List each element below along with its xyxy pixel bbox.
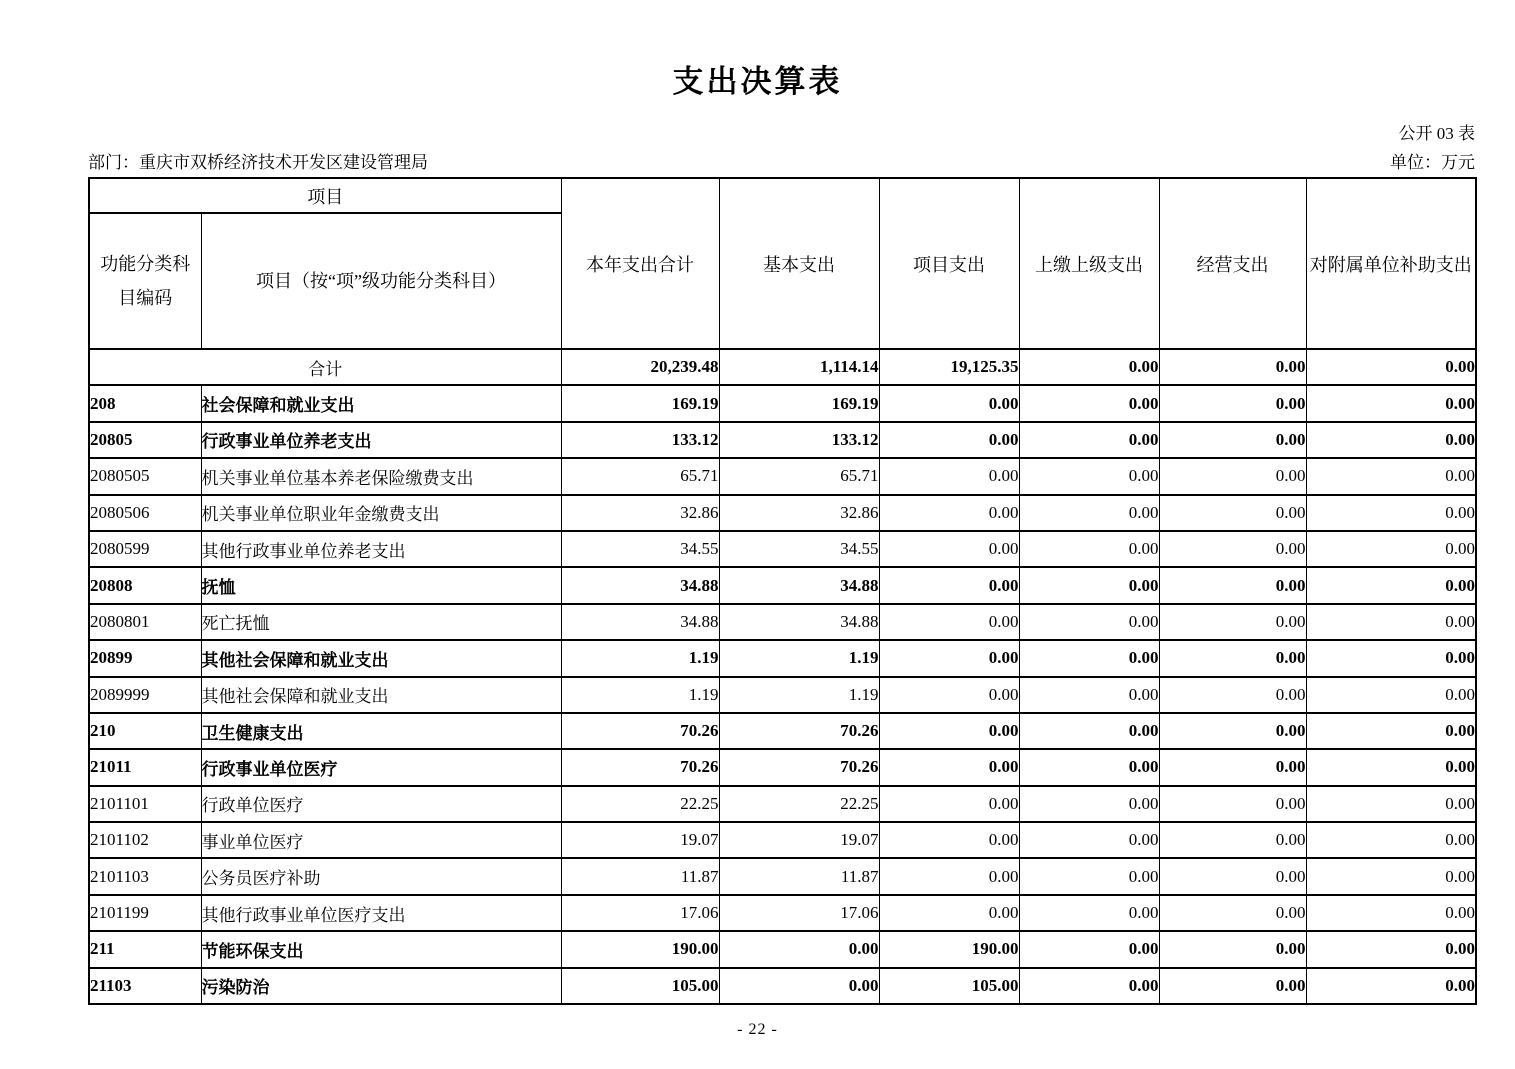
row-value-cell: 0.00: [1306, 422, 1476, 458]
row-value-cell: 0.00: [1306, 895, 1476, 931]
row-value-cell: 105.00: [879, 968, 1019, 1004]
row-code-cell: 2101103: [89, 858, 201, 894]
row-value-cell: 0.00: [1159, 677, 1306, 713]
row-value-cell: 1.19: [561, 677, 719, 713]
row-value-cell: 11.87: [719, 858, 879, 894]
row-value-cell: 169.19: [561, 385, 719, 421]
row-value-cell: 0.00: [1159, 895, 1306, 931]
row-value-cell: 0.00: [1019, 531, 1159, 567]
row-value-cell: 0.00: [879, 677, 1019, 713]
row-value-cell: 19.07: [719, 822, 879, 858]
row-value-cell: 0.00: [879, 385, 1019, 421]
row-value-cell: 0.00: [1019, 749, 1159, 785]
row-value-cell: 34.88: [561, 567, 719, 603]
row-code-cell: 2089999: [89, 677, 201, 713]
row-value-cell: 17.06: [719, 895, 879, 931]
table-row: [89, 931, 1476, 967]
row-code-cell: 2080801: [89, 604, 201, 640]
row-value-cell: 0.00: [1306, 786, 1476, 822]
row-value-cell: 0.00: [719, 931, 879, 967]
row-value-cell: 65.71: [561, 458, 719, 494]
row-value-cell: 0.00: [1019, 458, 1159, 494]
row-code-cell: 20808: [89, 567, 201, 603]
expenditure-table: [88, 177, 1477, 1005]
header-project-group: 项目: [89, 178, 561, 213]
row-value-cell: 0.00: [1019, 858, 1159, 894]
row-value-cell: 0.00: [1306, 968, 1476, 1004]
table-row: [89, 822, 1476, 858]
row-value-cell: 34.88: [719, 604, 879, 640]
row-value-cell: 0.00: [879, 786, 1019, 822]
table-row: [89, 422, 1476, 458]
total-value-cell: 0.00: [1306, 349, 1476, 385]
total-value-cell: 0.00: [1159, 349, 1306, 385]
row-code-cell: 211: [89, 931, 201, 967]
header-col-upper: 上缴上级支出: [1019, 178, 1159, 349]
row-value-cell: 0.00: [1306, 677, 1476, 713]
row-value-cell: 133.12: [719, 422, 879, 458]
row-code-cell: 2101101: [89, 786, 201, 822]
table-row: [89, 567, 1476, 603]
row-name-cell: 其他行政事业单位医疗支出: [201, 895, 561, 931]
row-value-cell: 0.00: [1306, 531, 1476, 567]
row-name-cell: 节能环保支出: [201, 931, 561, 967]
total-row: [89, 349, 1476, 385]
header-col-total: 本年支出合计: [561, 178, 719, 349]
header-col-code: 功能分类科目编码: [89, 213, 201, 349]
row-value-cell: 0.00: [1159, 422, 1306, 458]
row-value-cell: 1.19: [561, 640, 719, 676]
row-value-cell: 0.00: [1159, 931, 1306, 967]
row-value-cell: 70.26: [561, 749, 719, 785]
row-name-cell: 其他行政事业单位养老支出: [201, 531, 561, 567]
row-name-cell: 卫生健康支出: [201, 713, 561, 749]
row-value-cell: 0.00: [1306, 567, 1476, 603]
row-value-cell: 0.00: [1306, 385, 1476, 421]
row-value-cell: 0.00: [1306, 822, 1476, 858]
row-code-cell: 208: [89, 385, 201, 421]
row-value-cell: 70.26: [719, 713, 879, 749]
table-row: [89, 713, 1476, 749]
total-row-label: 合计: [89, 349, 561, 385]
row-value-cell: 0.00: [1159, 458, 1306, 494]
row-value-cell: 0.00: [879, 531, 1019, 567]
row-value-cell: 0.00: [1306, 749, 1476, 785]
table-row: [89, 495, 1476, 531]
row-value-cell: 70.26: [719, 749, 879, 785]
row-value-cell: 0.00: [879, 495, 1019, 531]
header-row-top: [89, 178, 1476, 213]
header-col-project-name: 项目（按“项”级功能分类科目）: [201, 213, 561, 349]
row-name-cell: 行政单位医疗: [201, 786, 561, 822]
row-code-cell: 2080506: [89, 495, 201, 531]
row-value-cell: 0.00: [879, 749, 1019, 785]
page-number: - 22 -: [737, 1021, 778, 1038]
row-code-cell: 20899: [89, 640, 201, 676]
table-row: [89, 858, 1476, 894]
row-value-cell: 0.00: [879, 458, 1019, 494]
row-value-cell: 0.00: [1159, 713, 1306, 749]
row-code-cell: 21011: [89, 749, 201, 785]
row-value-cell: 1.19: [719, 677, 879, 713]
total-value-cell: 1,114.14: [719, 349, 879, 385]
row-code-cell: 210: [89, 713, 201, 749]
row-value-cell: 0.00: [879, 422, 1019, 458]
row-value-cell: 0.00: [879, 567, 1019, 603]
row-code-cell: 2080599: [89, 531, 201, 567]
table-row: [89, 458, 1476, 494]
header-col-operating: 经营支出: [1159, 178, 1306, 349]
row-value-cell: 0.00: [879, 640, 1019, 676]
row-value-cell: 0.00: [1306, 604, 1476, 640]
row-name-cell: 抚恤: [201, 567, 561, 603]
header-col-subsidy: 对附属单位补助支出: [1306, 178, 1476, 349]
row-code-cell: 21103: [89, 968, 201, 1004]
row-value-cell: 17.06: [561, 895, 719, 931]
row-name-cell: 行政事业单位养老支出: [201, 422, 561, 458]
row-value-cell: 0.00: [1159, 385, 1306, 421]
row-name-cell: 其他社会保障和就业支出: [201, 640, 561, 676]
row-value-cell: 0.00: [1019, 895, 1159, 931]
total-value-cell: 19,125.35: [879, 349, 1019, 385]
row-value-cell: 19.07: [561, 822, 719, 858]
row-value-cell: 0.00: [1306, 858, 1476, 894]
header-col-project-exp: 项目支出: [879, 178, 1019, 349]
row-value-cell: 0.00: [1159, 640, 1306, 676]
row-value-cell: 0.00: [1159, 822, 1306, 858]
row-value-cell: 0.00: [1159, 567, 1306, 603]
table-row: [89, 604, 1476, 640]
row-value-cell: 34.88: [561, 604, 719, 640]
row-value-cell: 0.00: [1019, 931, 1159, 967]
row-name-cell: 社会保障和就业支出: [201, 385, 561, 421]
row-code-cell: 2101102: [89, 822, 201, 858]
table-code-label: 公开 03 表: [1398, 124, 1475, 143]
row-value-cell: 0.00: [1019, 968, 1159, 1004]
row-value-cell: 0.00: [879, 895, 1019, 931]
row-name-cell: 机关事业单位基本养老保险缴费支出: [201, 458, 561, 494]
row-value-cell: 0.00: [1019, 385, 1159, 421]
row-value-cell: 0.00: [879, 604, 1019, 640]
row-value-cell: 22.25: [719, 786, 879, 822]
row-value-cell: 1.19: [719, 640, 879, 676]
row-value-cell: 0.00: [1019, 495, 1159, 531]
table-row: [89, 531, 1476, 567]
row-value-cell: 0.00: [1019, 567, 1159, 603]
row-value-cell: 0.00: [1019, 786, 1159, 822]
row-value-cell: 70.26: [561, 713, 719, 749]
row-value-cell: 0.00: [1306, 495, 1476, 531]
row-value-cell: 0.00: [1019, 604, 1159, 640]
table-row: [89, 895, 1476, 931]
row-code-cell: 20805: [89, 422, 201, 458]
row-name-cell: 污染防治: [201, 968, 561, 1004]
row-value-cell: 0.00: [1019, 640, 1159, 676]
department-label: 部门：重庆市双桥经济技术开发区建设管理局: [88, 153, 428, 172]
table-row: [89, 385, 1476, 421]
row-name-cell: 事业单位医疗: [201, 822, 561, 858]
row-value-cell: 32.86: [719, 495, 879, 531]
row-value-cell: 34.55: [561, 531, 719, 567]
row-value-cell: 0.00: [1019, 677, 1159, 713]
row-value-cell: 190.00: [561, 931, 719, 967]
row-value-cell: 0.00: [1306, 458, 1476, 494]
total-value-cell: 0.00: [1019, 349, 1159, 385]
unit-label: 单位：万元: [1390, 153, 1475, 172]
row-value-cell: 0.00: [879, 858, 1019, 894]
row-value-cell: 0.00: [1159, 786, 1306, 822]
row-code-cell: 2080505: [89, 458, 201, 494]
row-name-cell: 其他社会保障和就业支出: [201, 677, 561, 713]
row-name-cell: 死亡抚恤: [201, 604, 561, 640]
total-value-cell: 20,239.48: [561, 349, 719, 385]
row-name-cell: 机关事业单位职业年金缴费支出: [201, 495, 561, 531]
row-value-cell: 105.00: [561, 968, 719, 1004]
row-name-cell: 公务员医疗补助: [201, 858, 561, 894]
table-row: [89, 640, 1476, 676]
row-value-cell: 0.00: [1159, 531, 1306, 567]
row-value-cell: 0.00: [879, 822, 1019, 858]
row-value-cell: 22.25: [561, 786, 719, 822]
row-value-cell: 0.00: [879, 713, 1019, 749]
row-value-cell: 65.71: [719, 458, 879, 494]
row-value-cell: 0.00: [1159, 604, 1306, 640]
table-row: [89, 677, 1476, 713]
row-value-cell: 34.55: [719, 531, 879, 567]
row-value-cell: 0.00: [1306, 713, 1476, 749]
meta-row: [88, 148, 1475, 173]
row-value-cell: 190.00: [879, 931, 1019, 967]
row-value-cell: 11.87: [561, 858, 719, 894]
row-value-cell: 0.00: [1019, 422, 1159, 458]
row-value-cell: 133.12: [561, 422, 719, 458]
page-title: 支出决算表: [672, 64, 843, 99]
table-row: [89, 968, 1476, 1004]
row-value-cell: 0.00: [1019, 713, 1159, 749]
row-code-cell: 2101199: [89, 895, 201, 931]
row-value-cell: 0.00: [1306, 640, 1476, 676]
row-value-cell: 0.00: [1159, 858, 1306, 894]
table-row: [89, 786, 1476, 822]
row-value-cell: 0.00: [1306, 931, 1476, 967]
row-value-cell: 0.00: [719, 968, 879, 1004]
table-row: [89, 749, 1476, 785]
row-value-cell: 169.19: [719, 385, 879, 421]
header-col-basic: 基本支出: [719, 178, 879, 349]
row-value-cell: 0.00: [1159, 968, 1306, 1004]
row-value-cell: 0.00: [1159, 749, 1306, 785]
row-value-cell: 0.00: [1159, 495, 1306, 531]
row-value-cell: 0.00: [1019, 822, 1159, 858]
row-value-cell: 34.88: [719, 567, 879, 603]
row-value-cell: 32.86: [561, 495, 719, 531]
row-name-cell: 行政事业单位医疗: [201, 749, 561, 785]
